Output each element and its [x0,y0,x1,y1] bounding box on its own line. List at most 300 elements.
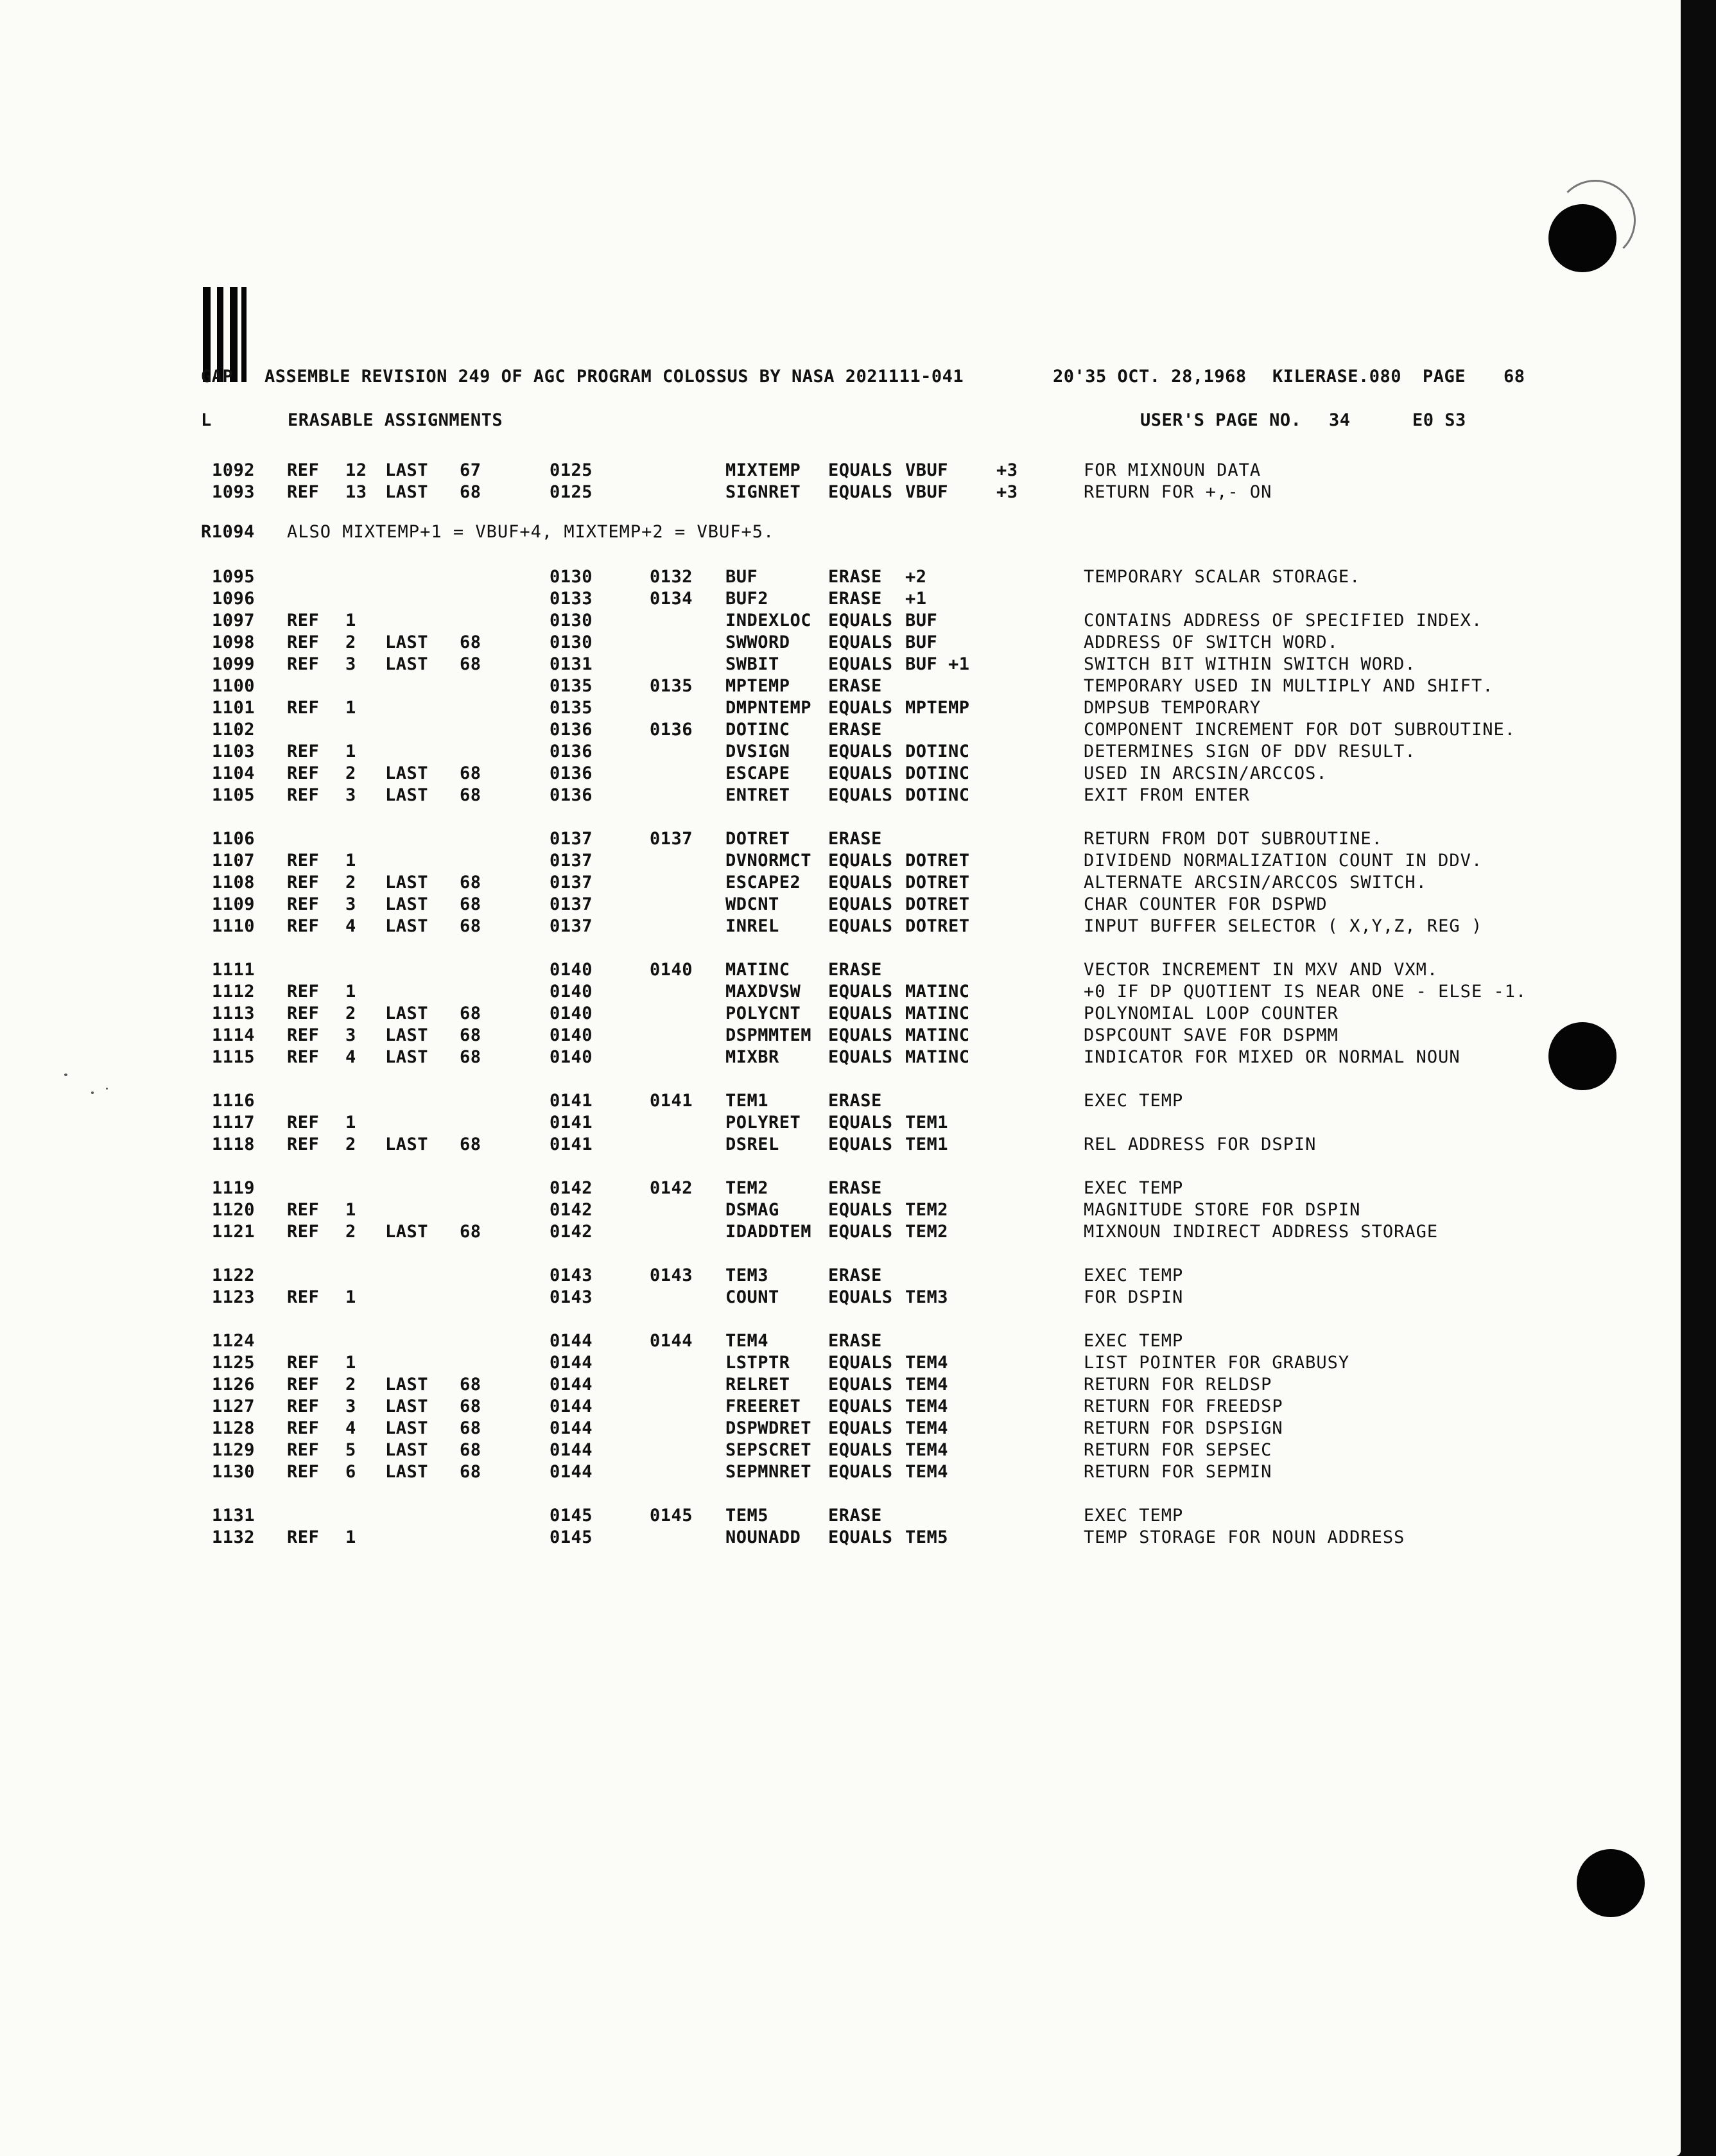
last-page: 68 [460,482,481,502]
opcode: ERASE [828,676,882,696]
symbol-label: SWWORD [725,632,790,652]
comment: EXIT FROM ENTER [1084,785,1250,805]
line-number: 1130 [212,1462,256,1482]
symbol-label: IDADDTEM [725,1222,812,1242]
ref-keyword: REF [287,1527,320,1547]
ref-keyword: REF [287,1440,320,1460]
comment: LIST POINTER FOR GRABUSY [1084,1353,1350,1373]
ref-count: 6 [345,1462,356,1482]
operand: VBUF [905,482,949,502]
ref-count: 1 [345,611,356,630]
comment: RETURN FOR FREEDSP [1084,1396,1283,1416]
symbol-label: BUF [725,567,758,587]
operand: TEM2 [905,1200,949,1220]
last-keyword: LAST [385,1025,429,1045]
opcode: EQUALS [828,1375,893,1395]
header-title: ASSEMBLE REVISION 249 OF AGC PROGRAM COLOSSUS BY NASA 2021111-041 [264,367,964,387]
symbol-label: COUNT [725,1287,779,1307]
ref-keyword: REF [287,1025,320,1045]
remark-text: ALSO MIXTEMP+1 = VBUF+4, MIXTEMP+2 = VBUF+5. [287,522,775,542]
ref-count: 1 [345,698,356,718]
last-page: 68 [460,1025,481,1045]
ref-count: 1 [345,1527,356,1547]
line-number: 1109 [212,894,256,914]
line-number: 1101 [212,698,256,718]
user-page-label: USER'S PAGE NO. [1140,410,1302,430]
ref-keyword: REF [287,1047,320,1067]
address: 0130 [550,632,593,652]
operand: TEM3 [905,1287,949,1307]
ref-count: 3 [345,894,356,914]
comment: MAGNITUDE STORE FOR DSPIN [1084,1200,1361,1220]
comment: FOR MIXNOUN DATA [1084,460,1261,480]
ref-keyword: REF [287,785,320,805]
last-page: 68 [460,1047,481,1067]
opcode: EQUALS [828,763,893,783]
ref-keyword: REF [287,1200,320,1220]
address: 0144 [550,1331,593,1351]
last-page: 68 [460,785,481,805]
line-number: 1114 [212,1025,256,1045]
comment: ADDRESS OF SWITCH WORD. [1084,632,1339,652]
ref-count: 1 [345,1113,356,1133]
ref-keyword: REF [287,763,320,783]
line-number: 1123 [212,1287,256,1307]
address: 0144 [550,1462,593,1482]
opcode: EQUALS [828,1353,893,1373]
ref-keyword: REF [287,698,320,718]
ref-count: 1 [345,851,356,871]
symbol-label: ESCAPE [725,763,790,783]
address: 0140 [550,1047,593,1067]
ref-count: 2 [345,1375,356,1395]
opcode: EQUALS [828,1200,893,1220]
ref-keyword: REF [287,873,320,892]
ref-keyword: REF [287,894,320,914]
line-number: 1124 [212,1331,256,1351]
line-number: 1097 [212,611,256,630]
symbol-label: TEM4 [725,1331,769,1351]
address: 0140 [550,1025,593,1045]
address: 0142 [550,1178,593,1198]
address: 0144 [550,1440,593,1460]
end-address: 0132 [650,567,693,587]
symbol-label: ESCAPE2 [725,873,801,892]
address: 0125 [550,460,593,480]
comment: RETURN FROM DOT SUBROUTINE. [1084,829,1383,849]
ref-count: 1 [345,982,356,1002]
operand: DOTINC [905,742,970,761]
operand: TEM1 [905,1135,949,1154]
comment: POLYNOMIAL LOOP COUNTER [1084,1004,1339,1023]
ref-keyword: REF [287,611,320,630]
line-number: 1116 [212,1091,256,1111]
line-number: 1105 [212,785,256,805]
last-page: 68 [460,632,481,652]
last-page: 68 [460,894,481,914]
ref-count: 5 [345,1440,356,1460]
last-page: 68 [460,1440,481,1460]
comment: TEMPORARY USED IN MULTIPLY AND SHIFT. [1084,676,1494,696]
end-address: 0141 [650,1091,693,1111]
line-number: 1104 [212,763,256,783]
ref-count: 1 [345,1353,356,1373]
address: 0136 [550,742,593,761]
offset: +3 [996,482,1018,502]
line-number: 1121 [212,1222,256,1242]
comment: CONTAINS ADDRESS OF SPECIFIED INDEX. [1084,611,1483,630]
address: 0145 [550,1527,593,1547]
opcode: EQUALS [828,982,893,1002]
ref-count: 3 [345,1396,356,1416]
punch-hole-ring [1555,180,1636,261]
operand: BUF [905,632,938,652]
address: 0125 [550,482,593,502]
opcode: ERASE [828,1331,882,1351]
ref-count: 4 [345,916,356,936]
ref-keyword: REF [287,1222,320,1242]
operand: DOTINC [905,763,970,783]
ref-count: 1 [345,1287,356,1307]
ref-count: 13 [345,482,367,502]
ref-keyword: REF [287,460,320,480]
line-number: 1110 [212,916,256,936]
last-keyword: LAST [385,1222,429,1242]
last-keyword: LAST [385,1375,429,1395]
opcode: ERASE [828,1265,882,1285]
offset: +3 [996,460,1018,480]
ref-keyword: REF [287,1396,320,1416]
opcode: EQUALS [828,632,893,652]
opcode: EQUALS [828,1440,893,1460]
line-number: 1118 [212,1135,256,1154]
last-page: 68 [460,1375,481,1395]
ref-keyword: REF [287,982,320,1002]
symbol-label: RELRET [725,1375,790,1395]
symbol-label: TEM1 [725,1091,769,1111]
last-page: 68 [460,1396,481,1416]
symbol-label: INDEXLOC [725,611,812,630]
comment: USED IN ARCSIN/ARCCOS. [1084,763,1328,783]
last-page: 68 [460,1222,481,1242]
comment: EXEC TEMP [1084,1091,1184,1111]
user-page-code: E0 S3 [1412,410,1466,430]
line-number: 1093 [212,482,256,502]
opcode: EQUALS [828,654,893,674]
address: 0141 [550,1113,593,1133]
last-keyword: LAST [385,460,429,480]
address: 0135 [550,676,593,696]
line-number: 1095 [212,567,256,587]
ref-keyword: REF [287,1375,320,1395]
symbol-label: SIGNRET [725,482,801,502]
end-address: 0137 [650,829,693,849]
address: 0137 [550,829,593,849]
comment: FOR DSPIN [1084,1287,1184,1307]
opcode: EQUALS [828,1113,893,1133]
line-number: 1131 [212,1506,256,1526]
speck [64,1074,67,1076]
ref-keyword: REF [287,916,320,936]
ref-count: 3 [345,785,356,805]
symbol-label: DVSIGN [725,742,790,761]
line-number: 1099 [212,654,256,674]
line-number: 1103 [212,742,256,761]
ref-count: 2 [345,873,356,892]
opcode: EQUALS [828,1462,893,1482]
symbol-label: SEPSCRET [725,1440,812,1460]
comment: RETURN FOR SEPMIN [1084,1462,1272,1482]
user-page-number: 34 [1329,410,1351,430]
symbol-label: FREERET [725,1396,801,1416]
opcode: EQUALS [828,894,893,914]
ref-count: 1 [345,1200,356,1220]
operand: MATINC [905,982,970,1002]
header-page-number: 68 [1504,367,1525,387]
line-number: 1111 [212,960,256,980]
line-number: 1119 [212,1178,256,1198]
address: 0136 [550,763,593,783]
comment: CHAR COUNTER FOR DSPWD [1084,894,1328,914]
last-keyword: LAST [385,1396,429,1416]
address: 0144 [550,1418,593,1438]
symbol-label: DSPWDRET [725,1418,812,1438]
address: 0137 [550,873,593,892]
operand: TEM5 [905,1527,949,1547]
operand: MATINC [905,1047,970,1067]
opcode: EQUALS [828,742,893,761]
symbol-label: LSTPTR [725,1353,790,1373]
symbol-label: DVNORMCT [725,851,812,871]
operand: DOTRET [905,851,970,871]
opcode: EQUALS [828,916,893,936]
header-page-label: PAGE [1423,367,1466,387]
ref-keyword: REF [287,1004,320,1023]
symbol-label: TEM5 [725,1506,769,1526]
line-number: 1096 [212,589,256,609]
last-keyword: LAST [385,763,429,783]
line-number: 1125 [212,1353,256,1373]
opcode: EQUALS [828,1418,893,1438]
punch-hole-bottom [1577,1849,1645,1917]
ref-keyword: REF [287,851,320,871]
end-address: 0140 [650,960,693,980]
line-number: 1112 [212,982,256,1002]
symbol-label: WDCNT [725,894,779,914]
ref-count: 2 [345,1222,356,1242]
line-number: 1120 [212,1200,256,1220]
operand: +2 [905,567,927,587]
ref-keyword: REF [287,482,320,502]
opcode: ERASE [828,1178,882,1198]
opcode: EQUALS [828,698,893,718]
subheader-l: L [201,410,212,430]
ref-keyword: REF [287,654,320,674]
symbol-label: DOTINC [725,720,790,740]
line-number: 1129 [212,1440,256,1460]
comment: DIVIDEND NORMALIZATION COUNT IN DDV. [1084,851,1483,871]
comment: INPUT BUFFER SELECTOR ( X,Y,Z, REG ) [1084,916,1483,936]
last-page: 67 [460,460,481,480]
address: 0131 [550,654,593,674]
ref-keyword: REF [287,742,320,761]
opcode: EQUALS [828,482,893,502]
address: 0143 [550,1287,593,1307]
address: 0140 [550,1004,593,1023]
address: 0144 [550,1375,593,1395]
comment: TEMP STORAGE FOR NOUN ADDRESS [1084,1527,1405,1547]
comment: EXEC TEMP [1084,1506,1184,1526]
opcode: EQUALS [828,873,893,892]
opcode: EQUALS [828,611,893,630]
address: 0140 [550,960,593,980]
symbol-label: DMPNTEMP [725,698,812,718]
comment: EXEC TEMP [1084,1178,1184,1198]
address: 0142 [550,1222,593,1242]
address: 0135 [550,698,593,718]
ref-count: 1 [345,742,356,761]
comment: EXEC TEMP [1084,1331,1184,1351]
ref-keyword: REF [287,1287,320,1307]
opcode: EQUALS [828,851,893,871]
address: 0136 [550,785,593,805]
comment: DMPSUB TEMPORARY [1084,698,1261,718]
line-number: 1117 [212,1113,256,1133]
opcode: ERASE [828,1091,882,1111]
comment: SWITCH BIT WITHIN SWITCH WORD. [1084,654,1416,674]
speck [91,1091,94,1094]
symbol-label: POLYCNT [725,1004,801,1023]
section-title: ERASABLE ASSIGNMENTS [288,410,503,430]
ref-count: 3 [345,654,356,674]
address: 0130 [550,567,593,587]
symbol-label: SEPMNRET [725,1462,812,1482]
operand: TEM4 [905,1418,949,1438]
operand: DOTRET [905,873,970,892]
line-number: 1106 [212,829,256,849]
address: 0141 [550,1091,593,1111]
end-address: 0144 [650,1331,693,1351]
last-keyword: LAST [385,1462,429,1482]
ref-keyword: REF [287,1353,320,1373]
operand: VBUF [905,460,949,480]
operand: MATINC [905,1004,970,1023]
operand: DOTINC [905,785,970,805]
opcode: ERASE [828,960,882,980]
symbol-label: DSPMMTEM [725,1025,812,1045]
symbol-label: POLYRET [725,1113,801,1133]
comment: DSPCOUNT SAVE FOR DSPMM [1084,1025,1339,1045]
address: 0136 [550,720,593,740]
symbol-label: MIXBR [725,1047,779,1067]
opcode: ERASE [828,1506,882,1526]
operand: TEM1 [905,1113,949,1133]
symbol-label: TEM3 [725,1265,769,1285]
opcode: EQUALS [828,1135,893,1154]
opcode: EQUALS [828,1396,893,1416]
address: 0130 [550,611,593,630]
line-number: 1100 [212,676,256,696]
comment: RETURN FOR DSPSIGN [1084,1418,1283,1438]
address: 0133 [550,589,593,609]
last-keyword: LAST [385,654,429,674]
last-keyword: LAST [385,632,429,652]
ref-count: 2 [345,1004,356,1023]
ref-count: 2 [345,1135,356,1154]
symbol-label: ENTRET [725,785,790,805]
last-page: 68 [460,873,481,892]
header-datetime: 20'35 OCT. 28,1968 [1053,367,1247,387]
last-page: 68 [460,1462,481,1482]
last-page: 68 [460,763,481,783]
last-keyword: LAST [385,785,429,805]
line-number: 1122 [212,1265,256,1285]
ref-count: 4 [345,1047,356,1067]
comment: TEMPORARY SCALAR STORAGE. [1084,567,1361,587]
comment: INDICATOR FOR MIXED OR NORMAL NOUN [1084,1047,1460,1067]
opcode: ERASE [828,589,882,609]
symbol-label: DSREL [725,1135,779,1154]
opcode: EQUALS [828,460,893,480]
ref-count: 4 [345,1418,356,1438]
opcode: ERASE [828,829,882,849]
operand: TEM4 [905,1462,949,1482]
last-page: 68 [460,916,481,936]
speck [106,1088,108,1090]
operand: BUF +1 [905,654,970,674]
opcode: ERASE [828,720,882,740]
line-number: 1098 [212,632,256,652]
operand: TEM4 [905,1353,949,1373]
comment: RETURN FOR +,- ON [1084,482,1272,502]
last-keyword: LAST [385,894,429,914]
last-keyword: LAST [385,1440,429,1460]
symbol-label: BUF2 [725,589,769,609]
symbol-label: INREL [725,916,779,936]
operand: DOTRET [905,894,970,914]
symbol-label: DOTRET [725,829,790,849]
ref-count: 2 [345,763,356,783]
address: 0144 [550,1396,593,1416]
punch-hole-middle [1548,1022,1616,1090]
line-number: 1126 [212,1375,256,1395]
last-keyword: LAST [385,1047,429,1067]
symbol-label: MAXDVSW [725,982,801,1002]
line-number: 1127 [212,1396,256,1416]
address: 0140 [550,982,593,1002]
last-page: 68 [460,1004,481,1023]
symbol-label: MPTEMP [725,676,790,696]
line-number: 1107 [212,851,256,871]
operand: MPTEMP [905,698,970,718]
opcode: EQUALS [828,1527,893,1547]
opcode: EQUALS [828,1047,893,1067]
header-kilerase: KILERASE.080 [1272,367,1402,387]
comment: REL ADDRESS FOR DSPIN [1084,1135,1317,1154]
ref-count: 2 [345,632,356,652]
line-number: 1113 [212,1004,256,1023]
ref-count: 3 [345,1025,356,1045]
last-page: 68 [460,654,481,674]
symbol-label: DSMAG [725,1200,779,1220]
address: 0144 [550,1353,593,1373]
address: 0143 [550,1265,593,1285]
address: 0137 [550,894,593,914]
address: 0137 [550,851,593,871]
address: 0137 [550,916,593,936]
last-keyword: LAST [385,1135,429,1154]
line-number: R1094 [201,522,255,542]
